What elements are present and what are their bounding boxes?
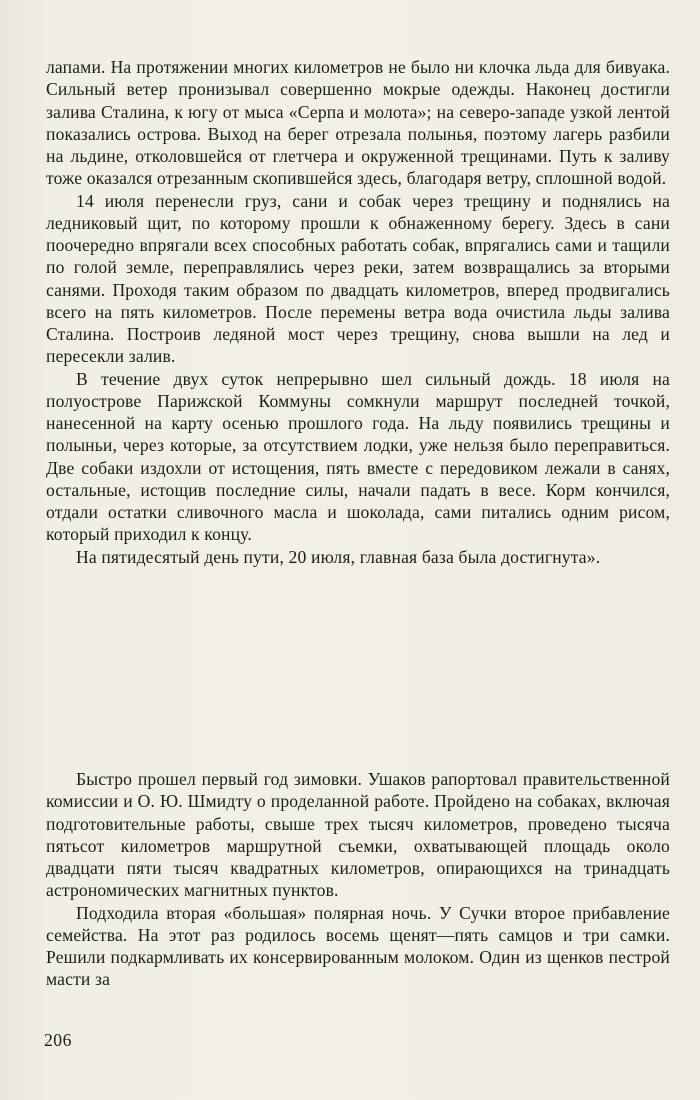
paragraph-2: 14 июля перенесли груз, сани и собак через трещину и поднялись на ледниковый щит, по которому прошли к обнаженному берегу. Здесь в сани поочередно впрягали всех способных работать собак, впрягались сами и тащили по голой земле, переправлялись через реки, затем возвращались за вторыми санями. Проходя таким образом по двадцать километров, вперед продвигались всего на пять километров. После перемены ветра вода очистила льды залива Сталина. Построив ледяной мост через трещину, снова вышли на лед и пересекли залив. xyxy=(46,190,670,367)
paragraph-6: Подходила вторая «большая» полярная ночь. У Сучки второе прибавление семейства. На этот раз родилось восемь щенят—пять самцов и три самки. Решили подкармливать их консервированным молоком. Один из щенков пестрой масти за xyxy=(46,902,670,990)
paragraph-4: На пятидесятый день пути, 20 июля, главная база была достигнута». xyxy=(76,546,601,567)
text-section-2 xyxy=(46,768,670,991)
paragraph-3: В течение двух суток непрерывно шел сильный дождь. 18 июля на полуострове Парижской Коммуны сомкнули маршрут последней точкой, нанесенной на карту осенью прошлого года. На льду появились трещины и полыньи, через которые, за отсутствием лодки, уже нельзя было переправиться. Две собаки издохли от истощения, пять вместе с передовиком лежали в санях, остальные, истощив последние силы, начали падать в весе. Корм кончился, отдали остатки сливочного масла и шоколада, сами питались одним рисом, который приходил к концу. xyxy=(46,368,670,545)
paragraph-5: Быстро прошел первый год зимовки. Ушаков рапортовал правительственной комиссии и О. Ю. Шмидту о проделанной работе. Пройдено на собаках, включая подготовительные работы, свыше трех тысяч километров, проведено тысяча пятьсот километров маршрутной съемки, охватывающей площадь около двадцати пяти тысяч квадратных километров, опирающихся на тринадцать астрономических магнитных пунктов. xyxy=(46,769,670,901)
text-section-1 xyxy=(46,56,670,568)
page-number: 206 xyxy=(44,1030,72,1050)
paragraph-1: лапами. На протяжении многих километров не было ни клочка льда для бивуака. Сильный ветер пронизывал совершенно мокрые одежды. Наконец достигли залива Сталина, к югу от мыса «Серпа и молота»; на северо-западе узкой лентой показались острова. Выход на берег отрезала полынья, поэтому лагерь разбили на льдине, отколовшейся от глетчера и окруженной трещинами. Путь к заливу тоже оказался отрезанным скопившейся здесь, благодаря ветру, сплошной водой. xyxy=(46,57,670,189)
